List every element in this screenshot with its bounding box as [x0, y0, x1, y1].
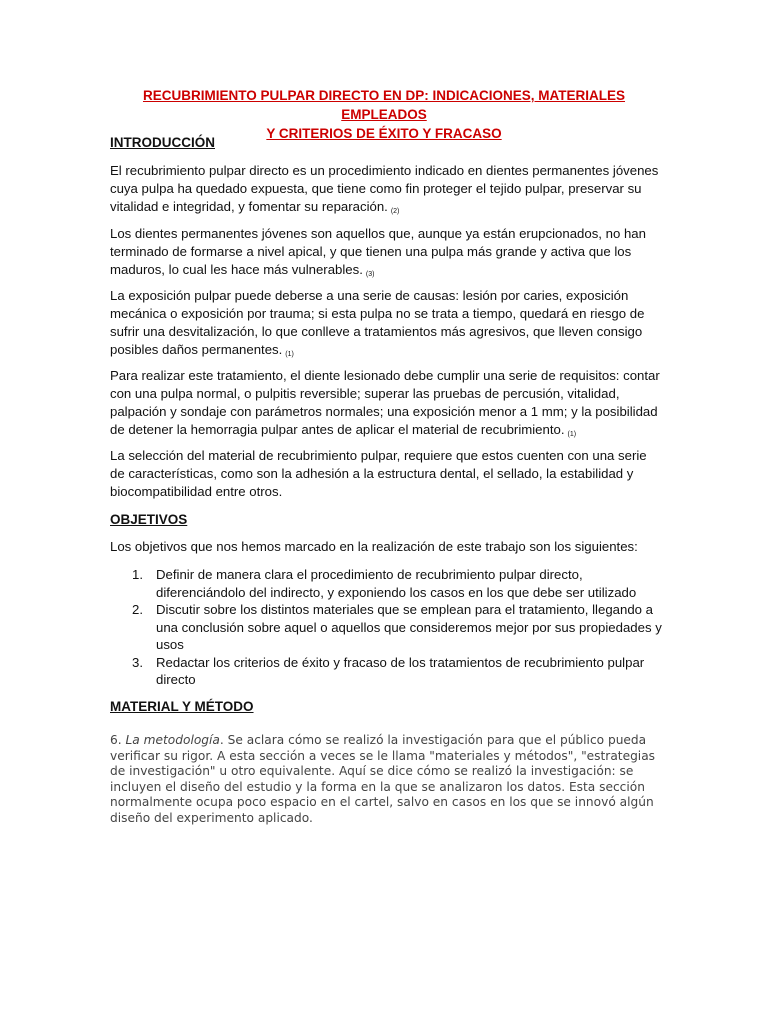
reference-mark: (1) [285, 351, 294, 358]
reference-mark: (3) [365, 271, 375, 278]
list-item [110, 566, 662, 601]
intro-paragraph-1: El recubrimiento pulpar directo es un procedimiento indicado en dientes permanentes jóvenes cuya pulpa ha quedado expuesta, que tiene como fin proteger el tejido pulpar, preservar su vitalidad e integridad, y fomentar su reparación. (2) [110, 163, 659, 215]
objetivos-list [110, 566, 662, 689]
objetivos-heading: OBJETIVOS [110, 512, 188, 527]
reference-mark: (1) [567, 431, 577, 438]
reference-mark: (2) [390, 208, 400, 215]
list-item-number: 2. [132, 602, 143, 617]
list-item [110, 601, 662, 654]
intro-paragraph-5: La selección del material de recubrimiento pulpar, requiere que estos cuenten con una serie de características, como son la adhesión a la estructura dental, el sellado, la estabilidad y biocompatibilidad entre otros. [110, 448, 647, 499]
intro-paragraph-4: Para realizar este tratamiento, el diente lesionado debe cumplir una serie de requisitos: contar con una pulpa normal, o pulpitis reversible; superar las pruebas de percusión, vitalidad, palpación y sondaje con parámetros normales; una exposición menor a 1 mm; y la posibilidad de detener la hemorragia pulpar antes de aplicar el material de recubrimiento. (1) [110, 368, 660, 438]
list-item-number: 1. [132, 567, 143, 582]
list-item [110, 654, 662, 689]
intro-paragraph-2: Los dientes permanentes jóvenes son aquellos que, aunque ya están erupcionados, no han terminado de formarse a nivel apical, y que tienen una pulpa más grande y activa que los maduros, lo cual les hace más vulnerables. (3) [110, 226, 646, 278]
objetivos-intro: Los objetivos que nos hemos marcado en la realización de este trabajo son los siguientes: [110, 539, 638, 554]
list-item-number: 3. [132, 654, 143, 670]
metodologia-emphasis: La metodología [125, 733, 220, 747]
list-item-text: Redactar los criterios de éxito y fracaso de los tratamientos de recubrimiento pulpar directo [156, 654, 645, 687]
title-line-1: RECUBRIMIENTO PULPAR DIRECTO EN DP: INDICACIONES, MATERIALES EMPLEADOS [142, 88, 626, 122]
introduccion-heading: INTRODUCCIÓN [110, 135, 215, 150]
material-heading: MATERIAL Y MÉTODO [110, 699, 254, 714]
list-item-text: Definir de manera clara el procedimiento de recubrimiento pulpar directo, diferenciándolo del indirecto, y exponiendo los casos en los que debe ser utilizado [156, 567, 637, 600]
list-item-text: Discutir sobre los distintos materiales que se emplean para el tratamiento, llegando a una conclusión sobre aquel o aquellos que consideremos mejor por sus propiedades y usos [156, 602, 662, 652]
metodologia-paragraph [110, 733, 655, 826]
metodologia-text: . Se aclara cómo se realizó la investigación para que el público pueda verificar su rigor. A esta sección a veces se le llama "materiales y métodos", "estrategias de investigación" u otro equivalente. Aquí se dice cómo se realizó la investigación: se incluyen el diseño del estudio y la forma en la que se analizaron los datos. Esta sección normalmente ocupa poco espacio en el cartel, salvo en casos en los que se innovó algún diseño del experimento aplicado. [110, 733, 656, 825]
metodologia-number: 6. [110, 733, 122, 747]
intro-paragraph-3: La exposición pulpar puede deberse a una serie de causas: lesión por caries, exposición mecánica o exposición por trauma; si esta pulpa no se trata a tiempo, quedará en riesgo de sufrir una desvitalización, lo que conlleve a tratamientos más agresivos, que lleven consigo posibles daños permanentes. (1) [110, 288, 645, 358]
title-line-2: Y CRITERIOS DE ÉXITO Y FRACASO [266, 126, 502, 141]
